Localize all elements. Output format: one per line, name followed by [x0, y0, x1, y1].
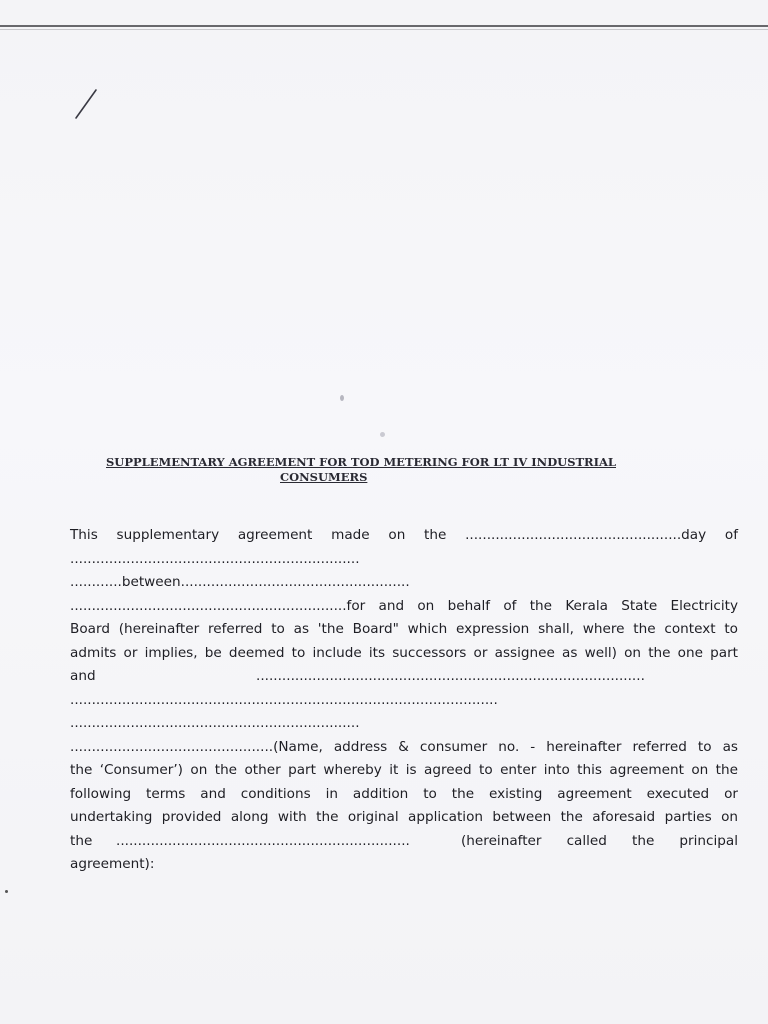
body-the-word: the	[70, 832, 93, 849]
body-dotted-fill: ....................................................................	[116, 832, 410, 849]
agreement-body	[70, 524, 738, 877]
body-hereinafter: (hereinafter called the principal	[461, 832, 738, 849]
body-and-word: and	[70, 668, 96, 684]
pen-mark-icon	[72, 88, 102, 122]
body-line: ...................................................................	[70, 715, 360, 731]
title-line-1: SUPPLEMENTARY AGREEMENT FOR TOD METERING FOR LT IV INDUSTRIAL	[106, 455, 616, 469]
body-line: undertaking provided along with the original application between the aforesaid parties on	[70, 809, 738, 825]
body-line: the ‘Consumer’) on the other part whereby it is agreed to enter into this agreement on the	[70, 762, 738, 778]
paper-speck	[380, 432, 385, 437]
body-line: agreement):	[70, 856, 155, 872]
body-line: following terms and conditions in addition to the existing agreement executed or	[70, 785, 738, 802]
body-line: ............between.....................................................	[70, 574, 410, 590]
body-dotted-fill: ..........................................................................................	[256, 668, 645, 684]
body-line-the	[70, 830, 738, 854]
page-top-edge-shadow	[0, 29, 768, 30]
paper-speck	[5, 890, 8, 893]
paper-speck	[340, 395, 344, 401]
body-line: ................................................................for and on behalf of the Kerala State Electricity	[70, 597, 738, 614]
body-line: ...................................................................	[70, 550, 360, 567]
body-line: ...............................................(Name, address & consumer no. - hereinafter referred to as	[70, 738, 738, 755]
body-line: admits or implies, be deemed to include its successors or assignee as well) on the one part	[70, 644, 738, 661]
body-line: This supplementary agreement made on the ..................................................day of	[70, 527, 738, 543]
title-line-2: CONSUMERS	[280, 470, 368, 484]
body-line: ...................................................................................................	[70, 691, 498, 708]
body-line-and	[70, 665, 738, 689]
page-top-edge	[0, 25, 768, 27]
body-line: Board (hereinafter referred to as 'the Board" which expression shall, where the context to	[70, 621, 738, 637]
